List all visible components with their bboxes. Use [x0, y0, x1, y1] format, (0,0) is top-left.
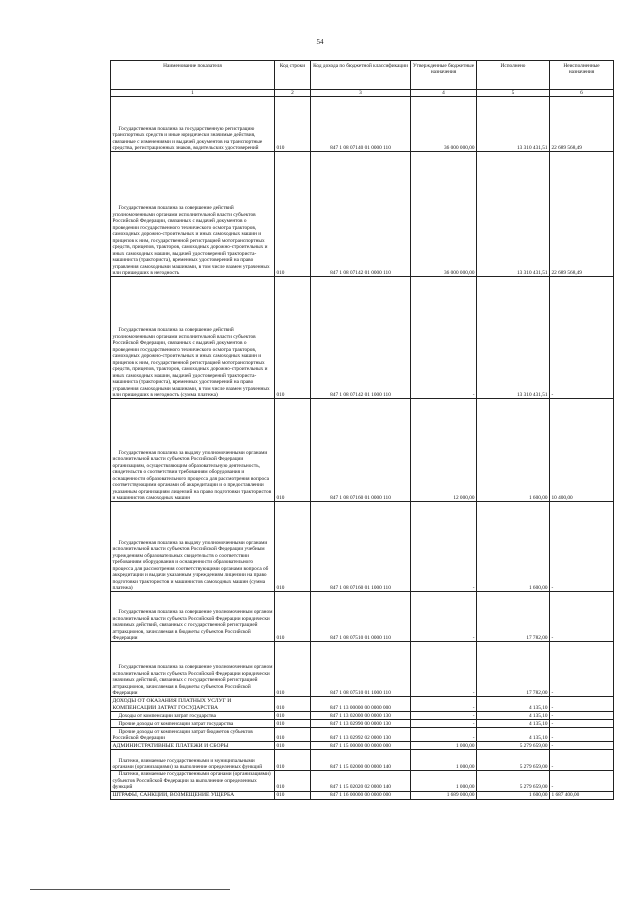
- row-revenue-code-cell: 847 1 08 07160 01 1000 110: [311, 502, 411, 592]
- row-line-code-cell: 010: [275, 697, 311, 712]
- column-index: 3: [311, 90, 411, 97]
- row-unexecuted-cell: 10 400,00: [550, 399, 614, 502]
- row-executed-cell: 13 310 431,51: [477, 277, 550, 399]
- row-executed-cell: 4 135,10: [477, 720, 550, 728]
- row-approved-cell: 1 000,00: [411, 742, 477, 750]
- row-unexecuted-cell: -: [550, 771, 614, 791]
- column-header-approved: Утвержденные бюджетные назначения: [411, 61, 477, 90]
- table-row: [111, 720, 614, 728]
- row-revenue-code-cell: 847 1 16 00000 00 0000 000: [311, 791, 411, 799]
- row-name-cell: Доходы от компенсации затрат государства: [111, 712, 275, 720]
- row-unexecuted-cell: 22 689 568,49: [550, 152, 614, 277]
- row-line-code-cell: 010: [275, 277, 311, 399]
- table-row: [111, 771, 614, 791]
- row-line-code-cell: 010: [275, 502, 311, 592]
- row-name-cell: Государственная пошлина за совершение уполномоченным органом исполнительной власти субъекта Российской Федерации юридически значимых действий, связанных с государственной регистрацией аттракционов, зачисляемая в бюджеты субъектов Российской Федерации: [111, 642, 275, 697]
- table-row: [111, 277, 614, 399]
- row-approved-cell: 36 000 000,00: [411, 152, 477, 277]
- row-name-cell: ШТРАФЫ, САНКЦИИ, ВОЗМЕЩЕНИЕ УЩЕРБА: [111, 791, 275, 799]
- row-approved-cell: -: [411, 728, 477, 742]
- row-executed-cell: 4 135,10: [477, 712, 550, 720]
- row-line-code-cell: 010: [275, 742, 311, 750]
- row-revenue-code-cell: 847 1 15 02020 02 0000 140: [311, 771, 411, 791]
- row-name-cell: Прочие доходы от компенсации затрат государства: [111, 720, 275, 728]
- row-name-cell: Платежи, взимаемые государственными и муниципальными органами (организациями) за выполнение определенных функций: [111, 750, 275, 771]
- row-revenue-code-cell: 847 1 08 07142 01 1000 110: [311, 277, 411, 399]
- row-name-cell: ДОХОДЫ ОТ ОКАЗАНИЯ ПЛАТНЫХ УСЛУГ И КОМПЕНСАЦИИ ЗАТРАТ ГОСУДАРСТВА: [111, 697, 275, 712]
- column-index: 2: [275, 90, 311, 97]
- row-executed-cell: 5 279 659,00: [477, 742, 550, 750]
- column-index: 1: [111, 90, 275, 97]
- row-approved-cell: -: [411, 720, 477, 728]
- row-line-code-cell: 010: [275, 97, 311, 152]
- column-header-executed: Исполнено: [477, 61, 550, 90]
- row-revenue-code-cell: 847 1 08 07510 01 0000 110: [311, 592, 411, 642]
- row-approved-cell: 1 689 000,00: [411, 791, 477, 799]
- column-header-name: Наименование показателя: [111, 61, 275, 90]
- row-unexecuted-cell: -: [550, 277, 614, 399]
- row-name-cell: Государственная пошлина за совершение уполномоченным органом исполнительной власти субъекта Российской Федерации юридически значимых действий, связанных с государственной регистрацией аттракционов, зачисляемая в бюджеты субъектов Российской Федерации: [111, 592, 275, 642]
- row-name-cell: Платежи, взимаемые государственными органами (организациями) субъектов Российской Федерации за выполнение определенных функций: [111, 771, 275, 791]
- row-unexecuted-cell: -: [550, 642, 614, 697]
- footer-rule: [30, 889, 230, 890]
- row-approved-cell: -: [411, 592, 477, 642]
- column-index-row: [111, 90, 614, 97]
- table-row: [111, 97, 614, 152]
- row-line-code-cell: 010: [275, 712, 311, 720]
- row-approved-cell: -: [411, 697, 477, 712]
- row-approved-cell: 12 000,00: [411, 399, 477, 502]
- row-approved-cell: 1 000,00: [411, 771, 477, 791]
- row-executed-cell: 1 600,00: [477, 502, 550, 592]
- table-row: [111, 742, 614, 750]
- row-unexecuted-cell: -: [550, 720, 614, 728]
- row-revenue-code-cell: 847 1 13 02990 00 0000 130: [311, 720, 411, 728]
- row-executed-cell: 13 310 431,51: [477, 152, 550, 277]
- table-row: [111, 399, 614, 502]
- row-executed-cell: 5 279 659,00: [477, 750, 550, 771]
- table-row: [111, 728, 614, 742]
- table-row: [111, 592, 614, 642]
- row-line-code-cell: 010: [275, 750, 311, 771]
- row-name-cell: Государственная пошлина за государственную регистрацию транспортных средств и иные юридически значимые действия, связанные с изменениями и выдачей документов на транспортные средства, регистрационных знаков, водительских удостоверений: [111, 97, 275, 152]
- column-index: 5: [477, 90, 550, 97]
- row-line-code-cell: 010: [275, 791, 311, 799]
- column-header-revenue-code: Код дохода по бюджетной классификации: [311, 61, 411, 90]
- row-executed-cell: 1 600,00: [477, 791, 550, 799]
- column-header-line-code: Код строки: [275, 61, 311, 90]
- column-index: 6: [550, 90, 614, 97]
- row-unexecuted-cell: -: [550, 750, 614, 771]
- row-executed-cell: 13 310 431,51: [477, 97, 550, 152]
- row-name-cell: Государственная пошлина за выдачу уполномоченными органами исполнительной власти субъектов Российской Федерации учебным учреждениям образовательных свидетельств о соответствии требованиям оборудования и оснащенности образовательного процесса для рассмотрения соответствующими органами вопроса об аккредитации и выдачи указанным учреждениям лицензии на право подготовки трактористов и машинистов самоходных машин (сумма платежа): [111, 502, 275, 592]
- row-name-cell: Государственная пошлина за выдачу уполномоченными органами исполнительной власти субъектов Российской Федерации организациям, осуществляющим образовательную деятельность, свидетельств о соответствии требованиям оборудования и оснащенности образовательного процесса для рассмотрения вопроса соответствующими органами об аккредитации и о предоставлении указанным организациям лицензий на право подготовки трактористов и машинистов самоходных машин: [111, 399, 275, 502]
- page-number: 54: [316, 38, 324, 46]
- row-unexecuted-cell: 22 689 568,49: [550, 97, 614, 152]
- row-executed-cell: 5 279 659,00: [477, 771, 550, 791]
- row-revenue-code-cell: 847 1 13 02000 00 0000 130: [311, 712, 411, 720]
- row-name-cell: Государственная пошлина за совершение действий уполномоченными органами исполнительной власти субъектов Российской Федерации, связанных с выдачей документов о проведении государственного технического осмотра тракторов, самоходных дорожно-строительных и иных самоходных машин и прицепов к ним, государственной регистрацией мототранспортных средств, прицепов, тракторов, самоходных дорожно-строительных и иных самоходных машин, выдачей удостоверений тракториста-машиниста (тракториста), временных удостоверений на право управления самоходными машинами, в том числе взамен утраченных или пришедших в негодность: [111, 152, 275, 277]
- table-row: [111, 791, 614, 799]
- row-revenue-code-cell: 847 1 08 07140 01 0000 110: [311, 97, 411, 152]
- row-unexecuted-cell: 1 687 400,00: [550, 791, 614, 799]
- table-row: [111, 697, 614, 712]
- row-approved-cell: -: [411, 642, 477, 697]
- row-unexecuted-cell: -: [550, 592, 614, 642]
- row-name-cell: Государственная пошлина за совершение действий уполномоченными органами исполнительной власти субъектов Российской Федерации, связанных с выдачей документов о проведении государственного технического осмотра тракторов, самоходных дорожно-строительных и иных самоходных машин и прицепов к ним, государственной регистрацией мототранспортных средств, прицепов, тракторов, самоходных дорожно-строительных и иных самоходных машин, выдачей удостоверений тракториста-машиниста (тракториста), временных удостоверений на право управления самоходными машинами, в том числе взамен утраченных или пришедших в негодность (сумма платежа): [111, 277, 275, 399]
- table-row: [111, 642, 614, 697]
- row-unexecuted-cell: -: [550, 728, 614, 742]
- row-unexecuted-cell: -: [550, 697, 614, 712]
- row-revenue-code-cell: 847 1 08 07142 01 0000 110: [311, 152, 411, 277]
- row-revenue-code-cell: 847 1 15 02000 00 0000 140: [311, 750, 411, 771]
- row-revenue-code-cell: 847 1 08 07510 01 1000 110: [311, 642, 411, 697]
- column-index: 4: [411, 90, 477, 97]
- budget-revenue-table: [110, 60, 614, 800]
- row-name-cell: Прочие доходы от компенсации затрат бюджетов субъектов Российской Федерации: [111, 728, 275, 742]
- row-executed-cell: 4 135,10: [477, 728, 550, 742]
- row-line-code-cell: 010: [275, 399, 311, 502]
- table-row: [111, 712, 614, 720]
- row-approved-cell: -: [411, 277, 477, 399]
- row-unexecuted-cell: -: [550, 502, 614, 592]
- row-approved-cell: -: [411, 502, 477, 592]
- row-revenue-code-cell: 847 1 13 00000 00 0000 000: [311, 697, 411, 712]
- row-name-cell: АДМИНИСТРАТИВНЫЕ ПЛАТЕЖИ И СБОРЫ: [111, 742, 275, 750]
- table-row: [111, 152, 614, 277]
- table-row: [111, 502, 614, 592]
- row-revenue-code-cell: 847 1 08 07160 01 0000 110: [311, 399, 411, 502]
- table-body: [111, 97, 614, 799]
- row-line-code-cell: 010: [275, 728, 311, 742]
- row-unexecuted-cell: -: [550, 712, 614, 720]
- row-executed-cell: 17 782,00: [477, 642, 550, 697]
- row-revenue-code-cell: 847 1 15 00000 00 0000 000: [311, 742, 411, 750]
- row-approved-cell: 36 000 000,00: [411, 97, 477, 152]
- row-executed-cell: 17 782,00: [477, 592, 550, 642]
- row-executed-cell: 4 135,10: [477, 697, 550, 712]
- table-header-row: [111, 61, 614, 90]
- column-header-unexecuted: Неисполненные назначения: [550, 61, 614, 90]
- row-line-code-cell: 010: [275, 592, 311, 642]
- row-approved-cell: -: [411, 712, 477, 720]
- row-executed-cell: 1 600,00: [477, 399, 550, 502]
- row-unexecuted-cell: -: [550, 742, 614, 750]
- row-line-code-cell: 010: [275, 771, 311, 791]
- row-line-code-cell: 010: [275, 720, 311, 728]
- row-line-code-cell: 010: [275, 642, 311, 697]
- row-revenue-code-cell: 847 1 13 02992 02 0000 130: [311, 728, 411, 742]
- row-line-code-cell: 010: [275, 152, 311, 277]
- row-approved-cell: 1 000,00: [411, 750, 477, 771]
- table-row: [111, 750, 614, 771]
